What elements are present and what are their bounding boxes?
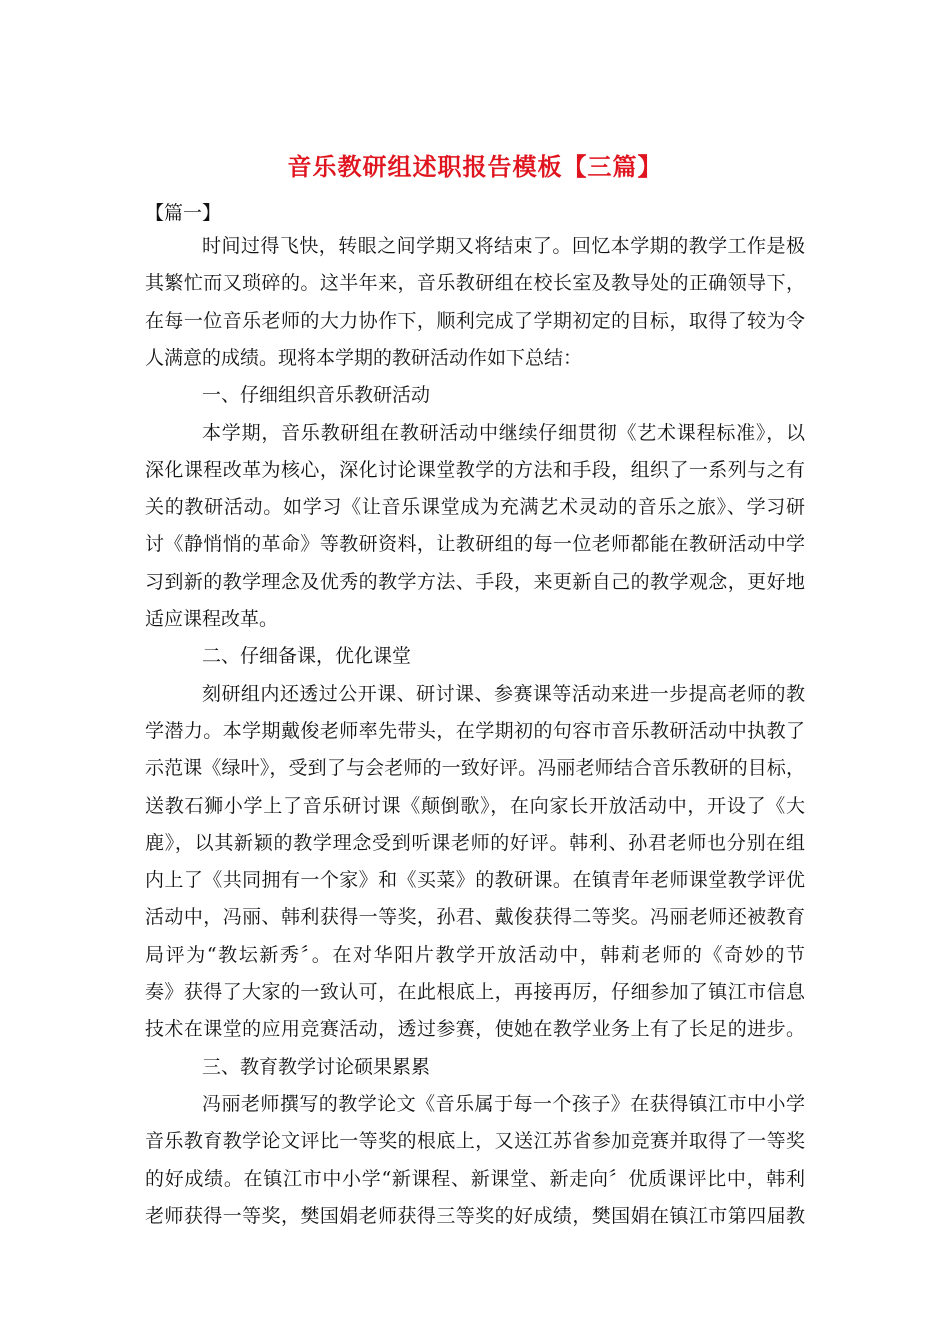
body-line: 讨《静悄悄的革命》等教研资料，让教研组的每一位老师都能在教研活动中学: [145, 533, 805, 555]
document-title: 音乐教研组述职报告模板【三篇】: [287, 152, 663, 181]
section-heading: 一、仔细组织音乐教研活动: [202, 384, 431, 406]
section-label: 【篇一】: [145, 202, 222, 224]
body-line: 示范课《绿叶》，受到了与会老师的一致好评。冯丽老师结合音乐教研的目标，: [145, 757, 805, 779]
body-line: 音乐教育教学论文评比一等奖的根底上，又送江苏省参加竞赛并取得了一等奖: [145, 1130, 805, 1152]
body-line: 关的教研活动。如学习《让音乐课堂成为充满艺术灵动的音乐之旅》、学习研: [145, 496, 805, 518]
body-line: 奏》获得了大家的一致认可，在此根底上，再接再厉，仔细参加了镇江市信息: [145, 981, 805, 1003]
body-line: 活动中，冯丽、韩利获得一等奖，孙君、戴俊获得二等奖。冯丽老师还被教育: [145, 906, 805, 928]
body-line: 技术在课堂的应用竞赛活动，透过参赛，使她在教学业务上有了长足的进步。: [145, 1018, 805, 1040]
body-line: 适应课程改革。: [145, 608, 279, 630]
body-line: 局评为“教坛新秀〞。在对华阳片教学开放活动中，韩莉老师的《奇妙的节: [145, 944, 805, 966]
body-line: 鹿》，以其新颖的教学理念受到听课老师的好评。韩利、孙君老师也分别在组: [145, 832, 805, 854]
body-line: 本学期，音乐教研组在教研活动中继续仔细贯彻《艺术课程标准》，以: [202, 422, 805, 444]
body-line: 送教石狮小学上了音乐研讨课《颠倒歌》，在向家长开放活动中，开设了《大: [145, 795, 805, 817]
body-line: 人满意的成绩。现将本学期的教研活动作如下总结：: [145, 347, 583, 369]
body-line: 刻研组内还透过公开课、研讨课、参赛课等活动来进一步提高老师的教: [202, 683, 805, 705]
body-line: 习到新的教学理念及优秀的教学方法、手段，来更新自己的教学观念，更好地: [145, 571, 805, 593]
body-line: 的好成绩。在镇江市中小学“新课程、新课堂、新走向〞优质课评比中，韩利: [145, 1168, 805, 1190]
body-line: 在每一位音乐老师的大力协作下，顺利完成了学期初定的目标，取得了较为令: [145, 310, 805, 332]
body-line: 老师获得一等奖，樊国娟老师获得三等奖的好成绩，樊国娟在镇江市第四届教: [145, 1205, 805, 1227]
body-line: 内上了《共同拥有一个家》和《买菜》的教研课。在镇青年老师课堂教学评优: [145, 869, 805, 891]
section-heading: 二、仔细备课，优化课堂: [202, 645, 412, 667]
body-line: 其繁忙而又琐碎的。这半年来，音乐教研组在校长室及教导处的正确领导下，: [145, 272, 805, 294]
section-heading: 三、教育教学讨论硕果累累: [202, 1056, 431, 1078]
body-line: 深化课程改革为核心，深化讨论课堂教学的方法和手段，组织了一系列与之有: [145, 459, 805, 481]
body-line: 学潜力。本学期戴俊老师率先带头，在学期初的句容市音乐教研活动中执教了: [145, 720, 805, 742]
body-line: 冯丽老师撰写的教学论文《音乐属于每一个孩子》在获得镇江市中小学: [202, 1093, 805, 1115]
body-line: 时间过得飞快，转眼之间学期又将结束了。回忆本学期的教学工作是极: [202, 235, 805, 257]
